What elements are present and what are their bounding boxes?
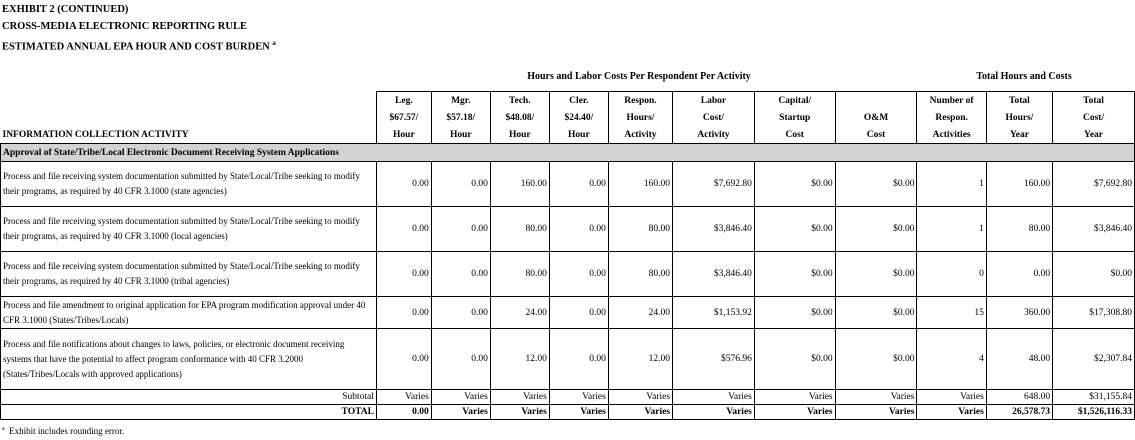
burden-table [0,91,1135,420]
value-cell: Varies [490,405,549,420]
value-cell: $1,526,116.33 [1053,405,1135,420]
exhibit-title-line3-text: ESTIMATED ANNUAL EPA HOUR AND COST BURDEN [2,41,270,53]
column-header-cell: Respon. [917,109,986,126]
value-cell: Varies [754,390,835,405]
value-cell: 80.00 [490,252,549,297]
value-cell: 360.00 [986,297,1052,329]
value-cell: Varies [376,390,431,405]
value-cell: $2,307.84 [1053,329,1135,390]
value-cell: $0.00 [754,329,835,390]
column-header-cell: Hours/ [608,109,672,126]
column-header-cell: Respon. [608,92,672,110]
total-row [1,405,1135,420]
value-cell: 0.00 [376,297,431,329]
exhibit-title-line2: CROSS-MEDIA ELECTRONIC REPORTING RULE [2,21,247,32]
value-cell: $3,846.40 [673,252,755,297]
value-cell: 0.00 [549,329,608,390]
header-activity [1,92,377,110]
value-cell: Varies [431,390,490,405]
column-header-cell: Leg. [376,92,431,110]
table-row [1,252,1135,297]
table-header [1,92,1135,144]
table-body [1,144,1135,420]
value-cell: 4 [917,329,986,390]
value-cell: $31,155.84 [1053,390,1135,405]
activity-description: Process and file notifications about changes to laws, policies, or electronic document receiving systems that have the potential to affect program conformance with 40 CFR 3.2000 (States/Tribes/Locals with approved applications) [1,329,377,390]
value-cell: 15 [917,297,986,329]
value-cell: Varies [754,405,835,420]
column-header-cell: Activities [917,126,986,144]
value-cell: 1 [917,207,986,252]
subtotal-row-label: Subtotal [1,390,377,405]
column-header-cell: Cost/ [673,109,755,126]
footnote [2,426,124,436]
value-cell: $0.00 [754,252,835,297]
exhibit-titles [2,1,276,56]
section-title: Approval of State/Tribe/Local Electronic Document Receiving System Applications [1,144,1135,162]
value-cell: $0.00 [835,252,917,297]
title-footnote-marker: a [272,39,276,47]
value-cell: $0.00 [754,162,835,207]
value-cell: 48.00 [986,329,1052,390]
value-cell: $0.00 [835,207,917,252]
value-cell: $0.00 [835,297,917,329]
value-cell: 0.00 [549,207,608,252]
column-header-cell: Cost [835,126,917,144]
value-cell: 0 [917,252,986,297]
value-cell: Varies [917,390,986,405]
column-header-cell: $67.57/ [376,109,431,126]
column-header-cell: Cler. [549,92,608,110]
exhibit-title-line1: EXHIBIT 2 (CONTINUED) [2,4,129,15]
value-cell: 0.00 [431,297,490,329]
column-header-cell: Hours/ [986,109,1052,126]
column-header-cell: Total [986,92,1052,110]
header-row [1,92,1135,110]
column-header-cell: Activity [608,126,672,144]
value-cell: 1 [917,162,986,207]
column-header-cell: Cost/ [1053,109,1135,126]
column-header-cell [835,92,917,110]
column-header-cell: Hour [490,126,549,144]
value-cell: $3,846.40 [673,207,755,252]
column-header-cell: Labor [673,92,755,110]
value-cell: 0.00 [549,252,608,297]
value-cell: 160.00 [490,162,549,207]
group-header-totals: Total Hours and Costs [976,71,1072,82]
value-cell: 160.00 [608,162,672,207]
column-header-cell: Mgr. [431,92,490,110]
value-cell: 24.00 [490,297,549,329]
value-cell: 0.00 [431,252,490,297]
header-activity: INFORMATION COLLECTION ACTIVITY [1,126,377,144]
value-cell: Varies [673,405,755,420]
column-header-cell: Hour [376,126,431,144]
value-cell: Varies [608,405,672,420]
value-cell: $0.00 [754,297,835,329]
header-activity [1,109,377,126]
column-header-cell: Capital/ [754,92,835,110]
footnote-marker: a [2,426,5,432]
value-cell: $0.00 [835,162,917,207]
activity-description: Process and file receiving system documentation submitted by State/Local/Tribe seeking to modify their programs, as required by 40 CFR 3.1000 (local agencies) [1,207,377,252]
value-cell: 0.00 [376,329,431,390]
value-cell: 0.00 [431,329,490,390]
footnote-text: Exhibit includes rounding error. [9,426,125,436]
column-header-cell: $24.40/ [549,109,608,126]
value-cell: 24.00 [608,297,672,329]
value-cell: 80.00 [986,207,1052,252]
value-cell: 80.00 [608,207,672,252]
table-row [1,329,1135,390]
header-row [1,126,1135,144]
column-header-cell: Activity [673,126,755,144]
value-cell: Varies [835,390,917,405]
value-cell: 0.00 [549,297,608,329]
value-cell: $0.00 [754,207,835,252]
value-cell: 0.00 [431,162,490,207]
value-cell: $0.00 [835,329,917,390]
value-cell: 0.00 [376,207,431,252]
section-row [1,144,1135,162]
subtotal-row [1,390,1135,405]
column-header-cell: $57.18/ [431,109,490,126]
column-header-cell: Hour [549,126,608,144]
exhibit-title-line3 [2,35,276,56]
value-cell: $3,846.40 [1053,207,1135,252]
value-cell: $17,308.80 [1053,297,1135,329]
column-header-cell: O&M [835,109,917,126]
activity-description: Process and file receiving system documentation submitted by State/Local/Tribe seeking to modify their programs, as required by 40 CFR 3.1000 (tribal agencies) [1,252,377,297]
table-row [1,207,1135,252]
column-header-cell: Number of [917,92,986,110]
column-header-cell: Cost [754,126,835,144]
value-cell: Varies [549,405,608,420]
value-cell: $0.00 [1053,252,1135,297]
table-row [1,297,1135,329]
value-cell: $1,153.92 [673,297,755,329]
value-cell: $576.96 [673,329,755,390]
value-cell: Varies [431,405,490,420]
activity-description: Process and file receiving system documentation submitted by State/Local/Tribe seeking to modify their programs, as required by 40 CFR 3.1000 (state agencies) [1,162,377,207]
value-cell: $7,692.80 [673,162,755,207]
column-header-cell: Year [1053,126,1135,144]
value-cell: Varies [835,405,917,420]
column-header-cell: Total [1053,92,1135,110]
value-cell: 0.00 [376,252,431,297]
value-cell: 0.00 [376,162,431,207]
table-row [1,162,1135,207]
value-cell: 26,578.73 [986,405,1052,420]
value-cell: Varies [490,390,549,405]
value-cell: 160.00 [986,162,1052,207]
value-cell: 80.00 [490,207,549,252]
value-cell: 0.00 [376,405,431,420]
header-row [1,109,1135,126]
value-cell: Varies [917,405,986,420]
value-cell: 0.00 [431,207,490,252]
value-cell: Varies [608,390,672,405]
value-cell: 12.00 [608,329,672,390]
column-header-cell: Tech. [490,92,549,110]
value-cell: Varies [549,390,608,405]
group-header-per-respondent: Hours and Labor Costs Per Respondent Per Activity [527,71,751,82]
column-header-cell: Startup [754,109,835,126]
column-header-cell: Year [986,126,1052,144]
value-cell: $7,692.80 [1053,162,1135,207]
value-cell: 80.00 [608,252,672,297]
total-row-label: TOTAL [1,405,377,420]
value-cell: 0.00 [549,162,608,207]
column-header-cell: $48.08/ [490,109,549,126]
value-cell: 0.00 [986,252,1052,297]
value-cell: 12.00 [490,329,549,390]
column-header-cell: Hour [431,126,490,144]
activity-description: Process and file amendment to original application for EPA program modification approval under 40 CFR 3.1000 (States/Tribes/Locals) [1,297,377,329]
value-cell: Varies [673,390,755,405]
value-cell: 648.00 [986,390,1052,405]
